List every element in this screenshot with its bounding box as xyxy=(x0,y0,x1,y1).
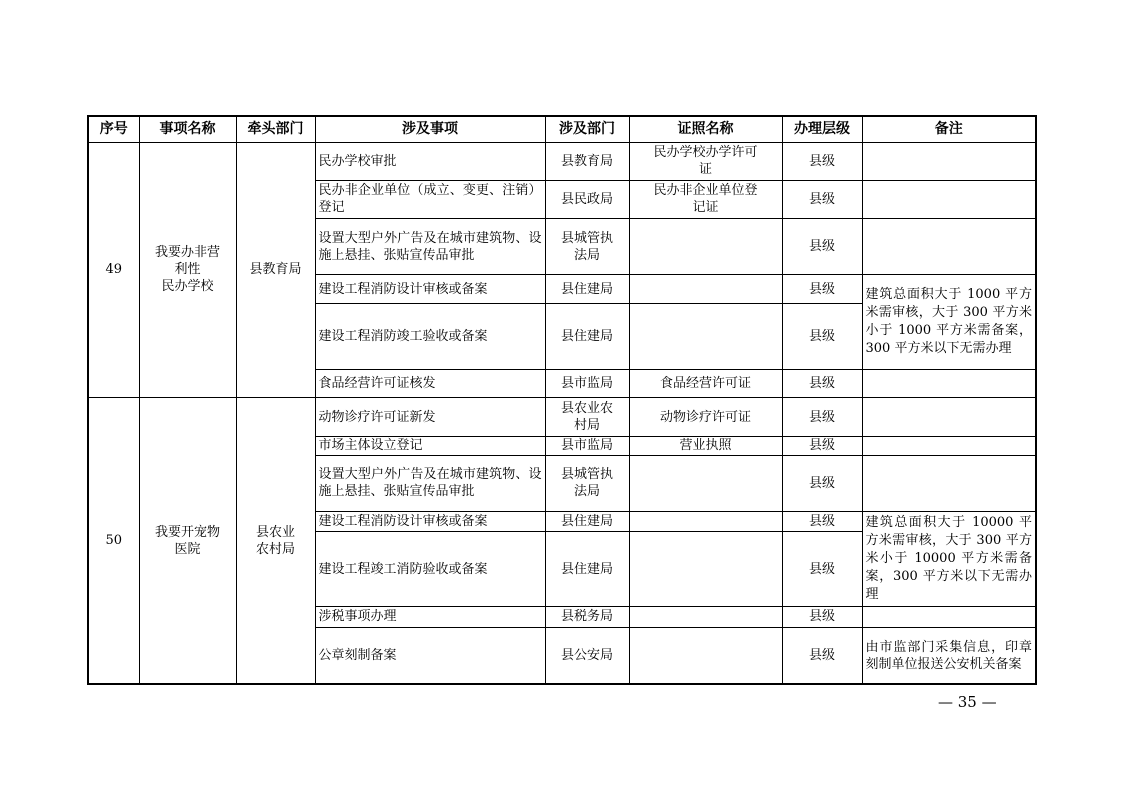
involved-dept: 县住建局 xyxy=(545,275,629,303)
service-items-table xyxy=(87,115,1037,685)
license-name: 民办非企业单位登 记证 xyxy=(629,180,782,218)
involved-item: 建设工程竣工消防验收或备案 xyxy=(315,532,545,607)
involved-dept: 县住建局 xyxy=(545,532,629,607)
involved-dept: 县民政局 xyxy=(545,180,629,218)
group-item-name: 我要办非营 利性 民办学校 xyxy=(139,142,236,398)
table-row xyxy=(88,142,1036,180)
note: 建筑总面积大于 1000 平方米需审核，大于 300 平方米小于 1000 平方米需备案，300 平方米以下无需办理 xyxy=(862,275,1036,370)
group-number: 49 xyxy=(88,142,139,398)
involved-item: 建设工程消防设计审核或备案 xyxy=(315,275,545,303)
involved-dept: 县教育局 xyxy=(545,142,629,180)
license-name: 营业执照 xyxy=(629,436,782,455)
involved-item: 食品经营许可证核发 xyxy=(315,370,545,398)
involved-dept: 县农业农 村局 xyxy=(545,398,629,436)
involved-item: 建设工程消防竣工验收或备案 xyxy=(315,303,545,369)
level: 县级 xyxy=(782,455,862,511)
header-note: 备注 xyxy=(862,116,1036,142)
group-number: 50 xyxy=(88,398,139,684)
level: 县级 xyxy=(782,370,862,398)
header-no: 序号 xyxy=(88,116,139,142)
note xyxy=(862,142,1036,180)
level: 县级 xyxy=(782,180,862,218)
level: 县级 xyxy=(782,275,862,303)
license-name xyxy=(629,606,782,627)
note xyxy=(862,606,1036,627)
header-license-name: 证照名称 xyxy=(629,116,782,142)
involved-dept: 县住建局 xyxy=(545,512,629,532)
level: 县级 xyxy=(782,398,862,436)
license-name xyxy=(629,532,782,607)
involved-item: 设置大型户外广告及在城市建筑物、设施上悬挂、张贴宣传品审批 xyxy=(315,455,545,511)
header-involved-item: 涉及事项 xyxy=(315,116,545,142)
involved-dept: 县公安局 xyxy=(545,628,629,684)
license-name: 民办学校办学许可 证 xyxy=(629,142,782,180)
group-lead-dept: 县农业 农村局 xyxy=(236,398,315,684)
note xyxy=(862,436,1036,455)
table-header-row xyxy=(88,116,1036,142)
note: 由市监部门采集信息，印章刻制单位报送公安机关备案 xyxy=(862,628,1036,684)
page-number: — 35 — xyxy=(938,693,997,711)
license-name: 食品经营许可证 xyxy=(629,370,782,398)
level: 县级 xyxy=(782,606,862,627)
involved-item: 动物诊疗许可证新发 xyxy=(315,398,545,436)
involved-item: 民办非企业单位（成立、变更、注销）登记 xyxy=(315,180,545,218)
involved-dept: 县税务局 xyxy=(545,606,629,627)
level: 县级 xyxy=(782,219,862,275)
note xyxy=(862,455,1036,511)
table-row xyxy=(88,398,1036,436)
involved-dept: 县城管执 法局 xyxy=(545,455,629,511)
license-name xyxy=(629,275,782,303)
license-name xyxy=(629,628,782,684)
involved-item: 设置大型户外广告及在城市建筑物、设施上悬挂、张贴宣传品审批 xyxy=(315,219,545,275)
involved-item: 建设工程消防设计审核或备案 xyxy=(315,512,545,532)
license-name: 动物诊疗许可证 xyxy=(629,398,782,436)
license-name xyxy=(629,512,782,532)
involved-dept: 县城管执 法局 xyxy=(545,219,629,275)
level: 县级 xyxy=(782,142,862,180)
group-item-name: 我要开宠物 医院 xyxy=(139,398,236,684)
license-name xyxy=(629,455,782,511)
level: 县级 xyxy=(782,532,862,607)
header-involved-dept: 涉及部门 xyxy=(545,116,629,142)
license-name xyxy=(629,219,782,275)
level: 县级 xyxy=(782,303,862,369)
note xyxy=(862,219,1036,275)
group-lead-dept: 县教育局 xyxy=(236,142,315,398)
note: 建筑总面积大于 10000 平方米需审核，大于 300 平方米小于 10000 平方米需备案，300 平方米以下无需办理 xyxy=(862,512,1036,607)
note xyxy=(862,398,1036,436)
note xyxy=(862,180,1036,218)
header-lead-dept: 牵头部门 xyxy=(236,116,315,142)
license-name xyxy=(629,303,782,369)
involved-item: 民办学校审批 xyxy=(315,142,545,180)
level: 县级 xyxy=(782,512,862,532)
header-level: 办理层级 xyxy=(782,116,862,142)
involved-item: 市场主体设立登记 xyxy=(315,436,545,455)
involved-item: 涉税事项办理 xyxy=(315,606,545,627)
level: 县级 xyxy=(782,628,862,684)
involved-dept: 县市监局 xyxy=(545,436,629,455)
involved-item: 公章刻制备案 xyxy=(315,628,545,684)
header-item-name: 事项名称 xyxy=(139,116,236,142)
involved-dept: 县住建局 xyxy=(545,303,629,369)
involved-dept: 县市监局 xyxy=(545,370,629,398)
note xyxy=(862,370,1036,398)
level: 县级 xyxy=(782,436,862,455)
